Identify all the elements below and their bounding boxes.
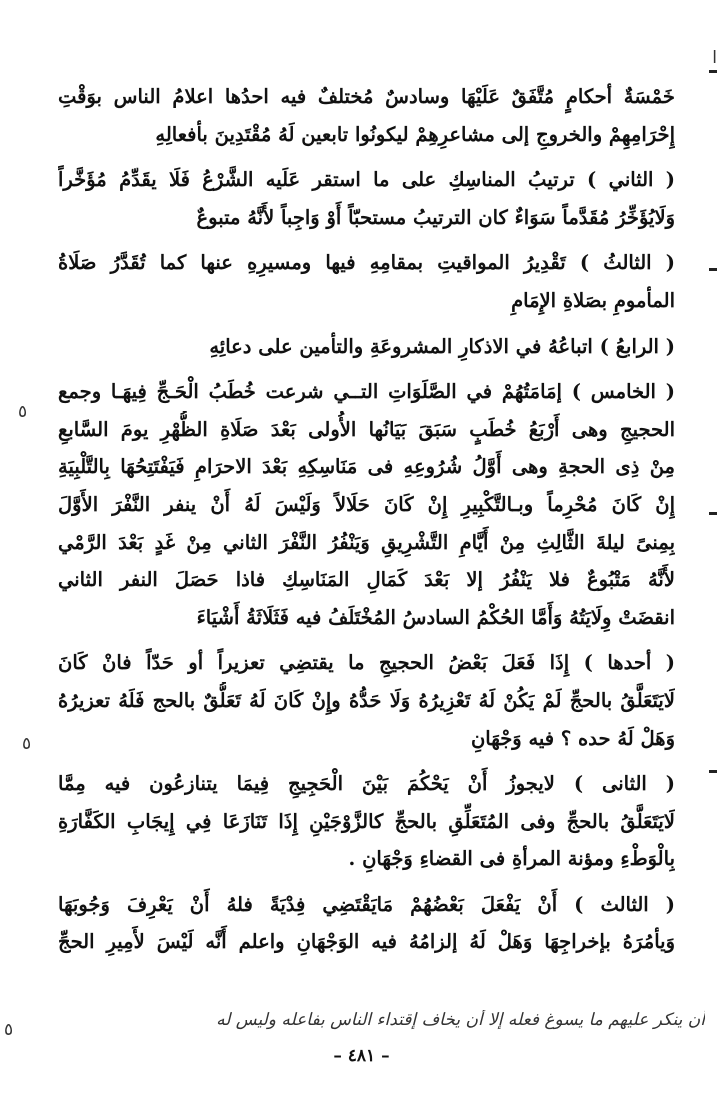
text-line: ( الثالث ) أَنْ يَفْعَلَ بَعْضُهُمْ مَايَقْتَضِي فِدْيَةً فلهُ أَنْ يَعْرِفَ وَجُوبَهَا xyxy=(58,892,675,916)
text-line: ( الرابعُ ) اتباعُهُ في الاذكارِ المشروعَةِ والتأمين على دعائِهِ xyxy=(209,334,675,358)
text-line: لَايَتَعَلَّقُ بالحجِّ لَمْ يَكُنْ لَهُ تَعْزِيرُهُ وَلَا حَدُّهُ وإِنْ كَانَ لَهُ تَعَلُّقٌ بالحج فَلَهُ تعزيرُهُ xyxy=(58,688,675,712)
margin-tick-mark xyxy=(709,512,717,515)
text-line: وَهَلْ لَهُ حده ؟ فيه وَجْهَانِ xyxy=(470,726,675,750)
text-line: ( الثالثُ ) تَقْدِيرُ المواقيتِ بمقامِهِ فيها ومسيرِهِ عنها كما تُقَدَّرُ صَلَاةُ xyxy=(58,251,675,275)
text-line: بِالْوَطْءِ ومؤنة المرأةِ فى القضاءِ وَجْهَانِ . xyxy=(348,847,675,871)
text-line: وَلَايُؤَخِّرُ مُقَدَّماً سَوَاءٌ كان الترتيبُ مستحبّاً أَوْ وَاجِباً لأَنَّهُ متبوعٌ xyxy=(196,205,675,229)
text-line: المأمومِ بصَلاةِ الإِمَامِ xyxy=(511,288,675,312)
handwritten-annotation: أن ينكر عليهم ما يسوغ فعله إلا أن يخاف إقتداء الناس بفاعله وليس له xyxy=(216,1010,705,1030)
text-line: بِمِنىً ليلةَ الثَّالِثِ مِنْ أَيَّامِ التَّشْرِيقِ وَيَنْفُرُ النَّفْرَ الثاني مِنْ غَدٍ بَعْدَ الرَّمْي xyxy=(58,530,675,554)
page-number: – ٤٨١ – xyxy=(333,1046,390,1066)
text-line: لأَنَّهُ مَتْبُوعٌ فلا يَنْفُرُ إلا بَعْدَ كَمَالِ المَنَاسِكِ فاذا حَصَلَ النفر الثاني xyxy=(58,568,675,592)
text-line: خَمْسَةٌ أحكامٍ مُتَّفَقٌ عَلَيْهَا وسادسٌ مُختلفٌ فيه احدُها اعلامُ الناس بوَقْتِ xyxy=(58,85,675,108)
text-line: إِحْرَامِهِمْ والخروجِ إلى مشاعرِهِمْ ليكونُوا تابعين لَهُ مُقْتَدِينَ بأفعالِهِ xyxy=(155,122,675,146)
margin-tick-mark xyxy=(709,70,717,73)
text-line: وَيأمُرَهُ بإخراجِهَا وَهَلْ لَهُ إلزامُهُ فيه الوَجْهَانِ واعلم أَنَّه لَيْسَ لأَمِيرِ الحجِّ xyxy=(58,930,675,954)
body-text xyxy=(58,78,675,961)
text-line: ( أحدها ) إِذَا فَعَلَ بَعْضُ الحجيجِ ما يقتضِي تعزيراً أو حَدّاً فانْ كَانَ xyxy=(58,651,675,675)
margin-note-top-right: ا xyxy=(712,48,717,68)
margin-note-left: ٥ xyxy=(22,734,32,754)
margin-note-bottom-left: ٥ xyxy=(4,1020,14,1040)
margin-tick-mark xyxy=(709,268,717,271)
text-line: ( الثانى ) لايجوزُ أَنْ يَحْكُمَ بَيْنَ الْحَجِيجِ فِيمَا يتنازعُون فيه مِمَّا xyxy=(58,772,675,796)
text-line: مِنْ ذِى الحجةِ وهى أَوَّلُ شُرُوعِهِ فى مَنَاسِكِهِ بَعْدَ الاحرَامِ فَيَفْتَتِحُهَا بِالتَّلْبِيَةِ xyxy=(58,455,675,479)
text-line: لَايَتَعَلَّقُ بالحجِّ وفى المُتَعَلِّقِ بالحجِّ كالزَّوْجَيْنِ إِذَا تَنَازَعَا فِي إِيجَابِ الكَفَّارَةِ xyxy=(58,809,675,833)
text-line: ( الثاني ) ترتيبُ المناسِكِ على ما استقر عَلَيه الشَّرْعُ فَلَا يقَدِّمُ مُؤَخَّراً xyxy=(58,168,675,192)
text-line: ( الخامس ) إمَامَتُهُمْ في الصَّلَوَاتِ التــي شرعت خُطَبُ الْحَـجِّ فِيهَـا وجمع xyxy=(58,380,675,404)
margin-note-left: ٥ xyxy=(18,402,28,422)
margin-tick-mark xyxy=(709,770,717,773)
text-line: إِنْ كَانَ مُحْرِماً وبـالتَّكْبِيرِ إِنْ كَانَ حَلَالاً وَلَيْسَ لَهُ أَنْ ينفر النَّفْرَ الأَوَّلَ xyxy=(58,492,675,516)
text-line: انقضَتْ وِلَايَتُهُ وَأَمَّا الحُكْمُ السادسُ المُخْتَلَفُ فيه فَثَلَاثَةُ أَشْيَاءَ xyxy=(196,605,675,629)
text-line: الحجيجِ وهى أَرْبَعُ خُطَبٍ سَبَقَ بَيَانُها الأُولى بَعْدَ صَلَاةِ الظُّهْرِ يومَ السَّابعِ xyxy=(58,417,675,441)
